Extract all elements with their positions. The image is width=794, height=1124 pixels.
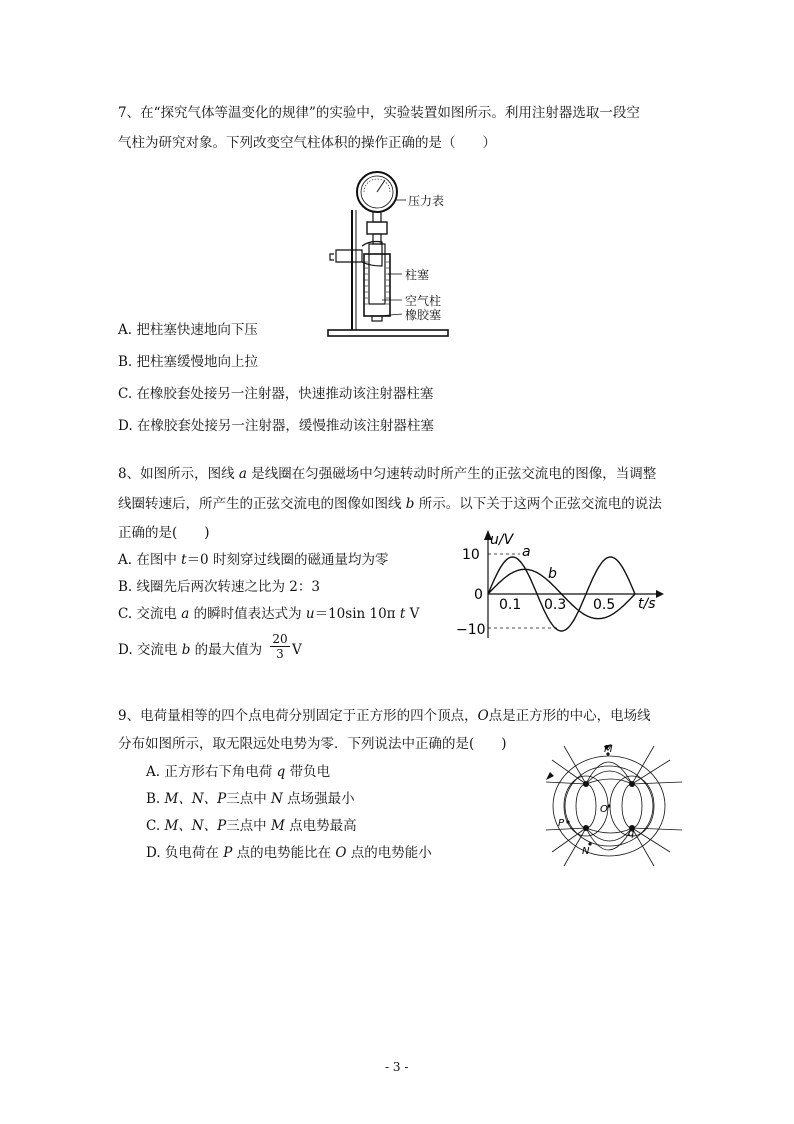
q8-option-b: B. 线圈先后两次转速之比为 2：3 — [118, 579, 320, 595]
q9-label-N: N — [582, 846, 590, 857]
q9-option-c: C. M、N、P三点中 M 点电势最高 — [146, 818, 357, 834]
q7-stem-line1: 7、在“探究气体等温变化的规律”的实验中，实验装置如图所示。利用注射器选取一段空 — [118, 105, 640, 121]
q8-ac-waveform-chart — [450, 526, 670, 646]
q8-stem-line1: 8、如图所示，图线 a 是线圈在匀强磁场中匀速转动时所产生的正弦交流电的图像，当调整 — [118, 466, 657, 482]
q8-option-a: A. 在图中 t＝0 时刻穿过线圈的磁通量均为零 — [118, 552, 389, 568]
q7-label-rubber-stopper: 橡胶塞 — [405, 308, 442, 322]
xtick-0.5: 0.5 — [593, 597, 616, 613]
q9-stem-line1: 9、电荷量相等的四个点电荷分别固定于正方形的四个顶点，O点是正方形的中心，电场线 — [118, 708, 651, 724]
series-a-label: a — [522, 544, 531, 560]
q8-option-d-unit: V — [292, 642, 302, 658]
xtick-0.1: 0.1 — [499, 597, 522, 613]
q9-option-d: D. 负电荷在 P 点的电势能比在 O 点的电势能小 — [146, 845, 432, 861]
ytick-neg10: −10 — [456, 622, 486, 638]
q9-label-P: P — [558, 818, 565, 829]
ytick-10: 10 — [462, 547, 480, 563]
q7-option-b: B. 把柱塞缓慢地向上拉 — [118, 354, 259, 370]
q7-option-d: D. 在橡胶套处接另一注射器，缓慢推动该注射器柱塞 — [118, 418, 434, 434]
fraction-numerator: 20 — [270, 632, 290, 647]
q8-stem-line2: 线圈转速后，所产生的正弦交流电的图像如图线 b 所示。以下关于这两个正弦交流电的说法 — [118, 496, 662, 512]
q8-stem-line3: 正确的是( ) — [118, 525, 210, 541]
page-number: - 3 - — [385, 1060, 409, 1074]
q8-option-d-fraction — [270, 632, 290, 661]
q9-label-O: O — [600, 804, 608, 815]
q9-option-b: B. M、N、P三点中 N 点场强最小 — [146, 791, 355, 807]
q9-label-q: q — [628, 828, 635, 839]
fraction-denominator: 3 — [276, 647, 284, 661]
xtick-0.3: 0.3 — [544, 597, 567, 613]
q7-label-gauge: 压力表 — [408, 194, 445, 208]
q7-label-plunger: 柱塞 — [405, 268, 430, 282]
ytick-0: 0 — [474, 587, 483, 603]
q8-option-c: C. 交流电 a 的瞬时值表达式为 u＝10sin 10π t V — [118, 606, 420, 622]
q9-label-M: M — [604, 744, 613, 755]
series-b-label: b — [548, 566, 557, 582]
q8-option-d-text: D. 交流电 b 的最大值为 — [118, 642, 263, 658]
y-axis-label: u/V — [490, 532, 514, 548]
x-axis-label: t/s — [638, 596, 656, 612]
x-axis-arrow — [656, 590, 664, 598]
q9-electric-field-figure — [542, 740, 692, 872]
q7-option-c: C. 在橡胶套处接另一注射器，快速推动该注射器柱塞 — [118, 386, 434, 402]
q7-option-a: A. 把柱塞快速地向下压 — [118, 322, 258, 338]
q9-stem-line2: 分布如图所示，取无限远处电势为零．下列说法中正确的是( ) — [118, 736, 507, 752]
q7-stem-line2: 气柱为研究对象。下列改变空气柱体积的操作正确的是（ ） — [118, 135, 496, 151]
q7-label-air-column: 空气柱 — [405, 294, 442, 308]
q9-option-a: A. 正方形右下角电荷 q 带负电 — [146, 764, 331, 780]
